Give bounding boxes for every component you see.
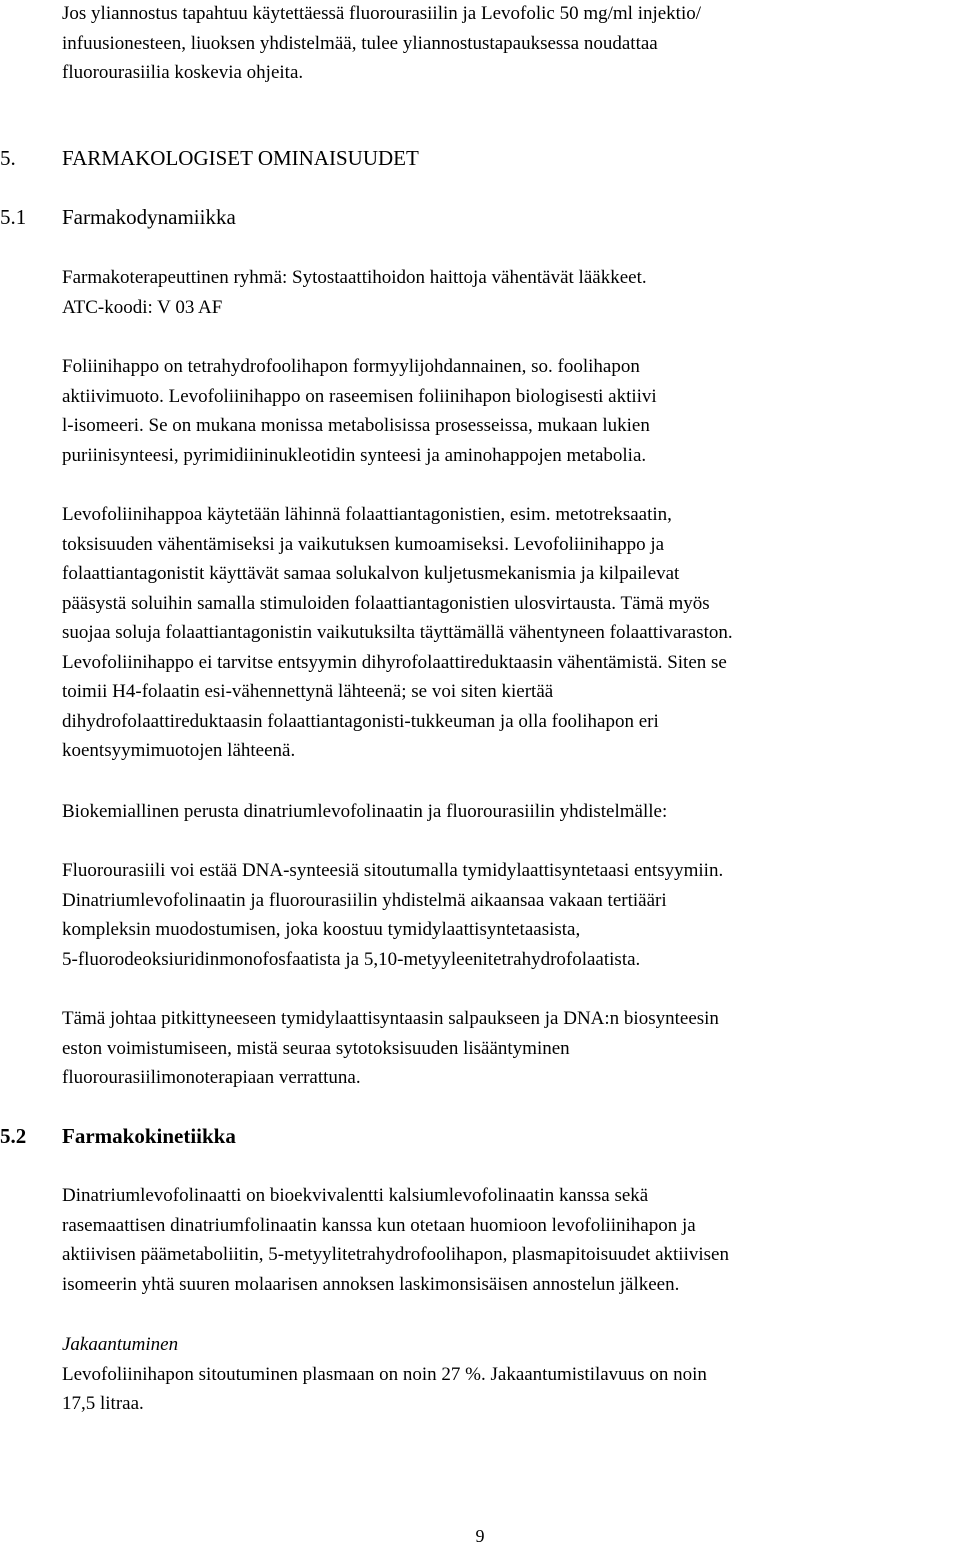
- section-title: FARMAKOLOGISET OMINAISUUDET: [62, 146, 419, 170]
- text-line: infuusionesteen, liuoksen yhdistelmää, tulee yliannostustapauksessa noudattaa: [62, 32, 658, 54]
- text-line: koentsyymimuotojen lähteenä.: [62, 740, 296, 761]
- text-line: suojaa soluja folaattiantagonistin vaikutuksilta täyttämällä vähentyneen folaattivaraston.: [62, 622, 733, 643]
- text-line: eston voimistumiseen, mistä seuraa sytotoksisuuden lisääntyminen: [62, 1037, 570, 1059]
- biochemical-basis-paragraph: [62, 797, 954, 827]
- section-title: Farmakodynamiikka: [62, 205, 236, 229]
- text-line: folaattiantagonistit käyttävät samaa solukalvon kuljetusmekanismia ja kilpailevat: [62, 563, 680, 584]
- pharmacodynamics-paragraph-1: [62, 352, 954, 470]
- text-line: Dinatriumlevofolinaatti on bioekvivalentti kalsiumlevofolinaatin kanssa sekä: [62, 1185, 649, 1206]
- text-line: kompleksin muodostumisen, joka koostuu tymidylaattisyntetaasista,: [62, 919, 581, 940]
- text-line: isomeerin yhtä suuren molaarisen annoksen laskimonsisäisen annostelun jälkeen.: [62, 1273, 680, 1295]
- text-line: rasemaattisen dinatriumfolinaatin kanssa kun otetaan huomioon levofoliinihapon ja: [62, 1214, 696, 1236]
- distribution-subheading: Jakaantuminen: [62, 1334, 179, 1355]
- pharmacodynamics-paragraph-5: [62, 1004, 954, 1093]
- text-line: Dinatriumlevofolinaatin ja fluorourasiilin yhdistelmä aikaansaa vakaan tertiääri: [62, 889, 667, 911]
- page-number: 9: [475, 1526, 485, 1546]
- text-line: l-isomeeri. Se on mukana monissa metabolisissa prosesseissa, mukaan lukien: [62, 415, 650, 436]
- text-line: toimii H4-folaatin esi-vähennettynä lähteenä; se voi siten kiertää: [62, 681, 554, 702]
- text-line: toksisuuden vähentämiseksi ja vaikutuksen kumoamiseksi. Levofoliinihappo ja: [62, 533, 665, 555]
- text-line: Levofoliinihappoa käytetään lähinnä folaattiantagonistien, esim. metotreksaatin,: [62, 504, 672, 525]
- text-line: Fluorourasiili voi estää DNA-synteesiä sitoutumalla tymidylaattisyntetaasi entsyymiin.: [62, 860, 724, 881]
- therapeutic-group-paragraph: [62, 263, 954, 322]
- pharmacodynamics-paragraph-4: [62, 856, 954, 974]
- text-line: ATC-koodi: V 03 AF: [62, 296, 223, 318]
- section-number: 5.: [0, 146, 16, 170]
- intro-paragraph: [62, 0, 954, 88]
- text-line: Farmakoterapeuttinen ryhmä: Sytostaattihoidon haittoja vähentävät lääkkeet.: [62, 267, 647, 288]
- text-line: fluorourasiilia koskevia ohjeita.: [62, 62, 304, 83]
- text-line: Biokemiallinen perusta dinatriumlevofolinaatin ja fluorourasiilin yhdistelmälle:: [62, 801, 668, 822]
- text-line: Jos yliannostus tapahtuu käytettäessä fluorourasiilin ja Levofolic 50 mg/ml injektio/: [62, 3, 702, 24]
- text-line: puriinisynteesi, pyrimidiininukleotidin synteesi ja aminohappojen metabolia.: [62, 444, 647, 466]
- pharmacokinetics-paragraph-1: [62, 1181, 954, 1299]
- text-line: Tämä johtaa pitkittyneeseen tymidylaattisyntaasin salpaukseen ja DNA:n biosynteesin: [62, 1008, 719, 1029]
- text-line: 17,5 litraa.: [62, 1393, 144, 1414]
- pharmacodynamics-paragraph-2: [62, 500, 954, 766]
- section-number: 5.1: [0, 205, 27, 229]
- text-line: 5-fluorodeoksiuridinmonofosfaatista ja 5,10-metyyleenitetrahydrofolaatista.: [62, 948, 641, 970]
- text-line: pääsystä soluihin samalla stimuloiden folaattiantagonistien ulosvirtausta. Tämä myös: [62, 592, 710, 614]
- text-line: fluorourasiilimonoterapiaan verrattuna.: [62, 1067, 361, 1088]
- text-line: dihydrofolaattireduktaasin folaattiantagonisti-tukkeuman ja olla foolihapon eri: [62, 710, 659, 732]
- text-line: aktiivisen päämetaboliitin, 5-metyylitetrahydrofoolihapon, plasmapitoisuudet aktiivisen: [62, 1244, 729, 1265]
- section-title: Farmakokinetiikka: [62, 1124, 236, 1148]
- text-line: aktiivimuoto. Levofoliinihappo on raseemisen foliinihapon biologisesti aktiivi: [62, 385, 657, 407]
- distribution-section: [62, 1330, 954, 1419]
- text-line: Levofoliinihapon sitoutuminen plasmaan on noin 27 %. Jakaantumistilavuus on noin: [62, 1363, 707, 1385]
- text-line: Levofoliinihappo ei tarvitse entsyymin dihyrofolaattireduktaasin vähentämistä. Siten se: [62, 651, 727, 673]
- section-number: 5.2: [0, 1124, 27, 1148]
- text-line: Foliinihappo on tetrahydrofoolihapon formyylijohdannainen, so. foolihapon: [62, 356, 640, 377]
